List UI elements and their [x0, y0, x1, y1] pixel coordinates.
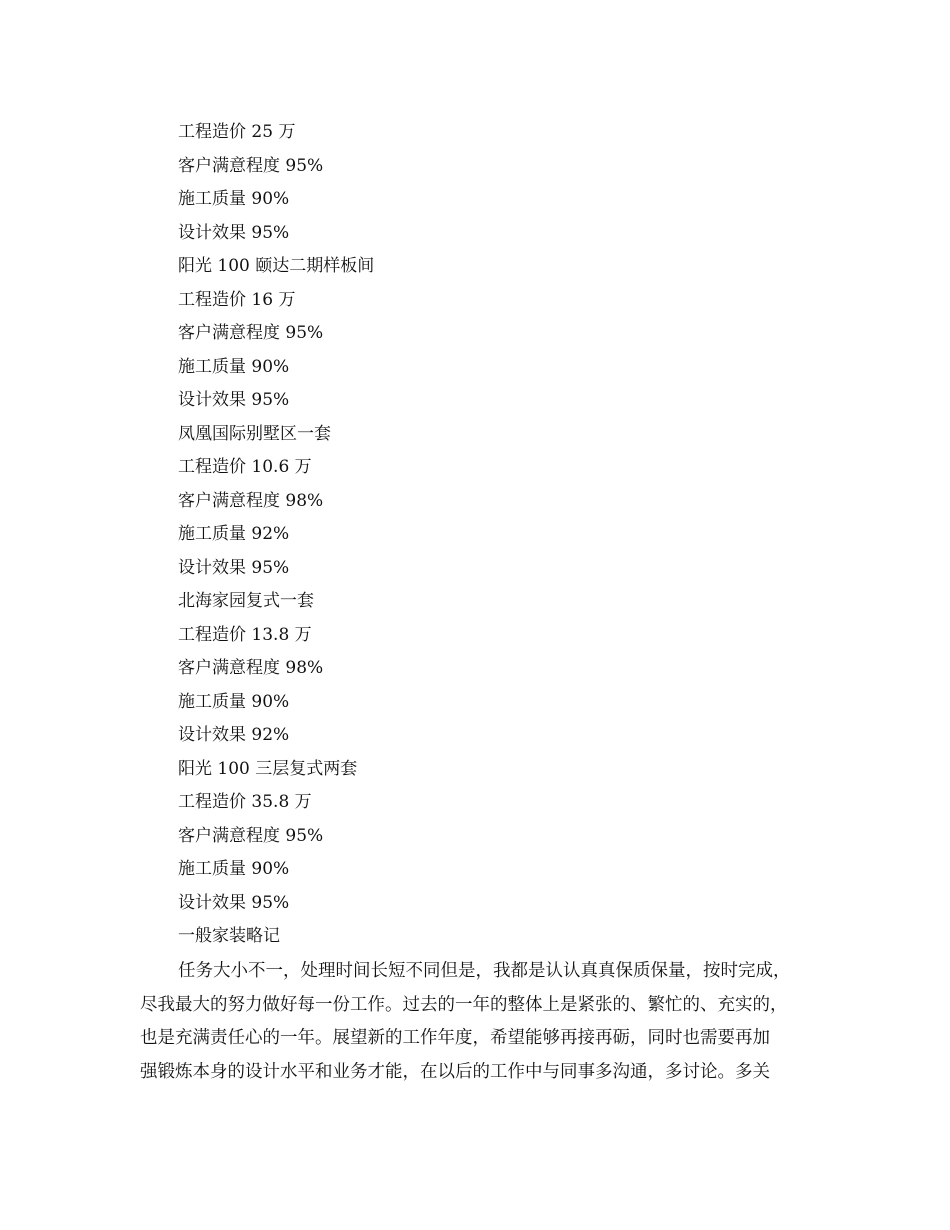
paragraph-line: 任务大小不一，处理时间长短不同但是，我都是认认真真保质保量，按时完成，	[178, 961, 791, 981]
project-list	[178, 116, 858, 954]
list-item: 施工质量 90%	[178, 691, 290, 712]
project-heading: 凤凰国际别墅区一套	[178, 423, 331, 444]
list-item: 客户满意程度 95%	[178, 155, 324, 176]
list-item: 客户满意程度 98%	[178, 658, 324, 678]
section-heading: 一般家装略记	[178, 926, 280, 946]
list-item: 工程造价 35.8 万	[178, 792, 312, 812]
list-item: 工程造价 10.6 万	[178, 457, 312, 477]
project-heading: 阳光 100 三层复式两套	[178, 758, 358, 779]
list-item: 施工质量 90%	[178, 356, 290, 377]
list-item: 工程造价 25 万	[178, 122, 296, 142]
list-item: 施工质量 90%	[178, 189, 290, 209]
list-item: 工程造价 13.8 万	[178, 624, 312, 645]
project-heading: 北海家园复式一套	[178, 591, 314, 611]
paragraph-line: 强锻炼本身的设计水平和业务才能，在以后的工作中与同事多沟通，多讨论。多关	[140, 1061, 770, 1082]
project-heading: 阳光 100 颐达二期样板间	[178, 256, 375, 276]
list-item: 设计效果 92%	[178, 725, 290, 745]
list-item: 设计效果 95%	[178, 892, 290, 913]
body-paragraph	[140, 955, 840, 1089]
list-item: 客户满意程度 95%	[178, 825, 324, 846]
list-item: 施工质量 90%	[178, 859, 290, 879]
paragraph-line: 也是充满责任心的一年。展望新的工作年度，希望能够再接再砺，同时也需要再加	[140, 1028, 770, 1048]
list-item: 设计效果 95%	[178, 557, 290, 578]
list-item: 设计效果 95%	[178, 222, 290, 243]
list-item: 客户满意程度 98%	[178, 490, 324, 511]
paragraph-line: 尽我最大的努力做好每一份工作。过去的一年的整体上是紧张的、繁忙的、充实的，	[140, 994, 788, 1015]
list-item: 设计效果 95%	[178, 390, 290, 410]
list-item: 施工质量 92%	[178, 524, 290, 544]
list-item: 客户满意程度 95%	[178, 323, 324, 343]
list-item: 工程造价 16 万	[178, 289, 296, 310]
